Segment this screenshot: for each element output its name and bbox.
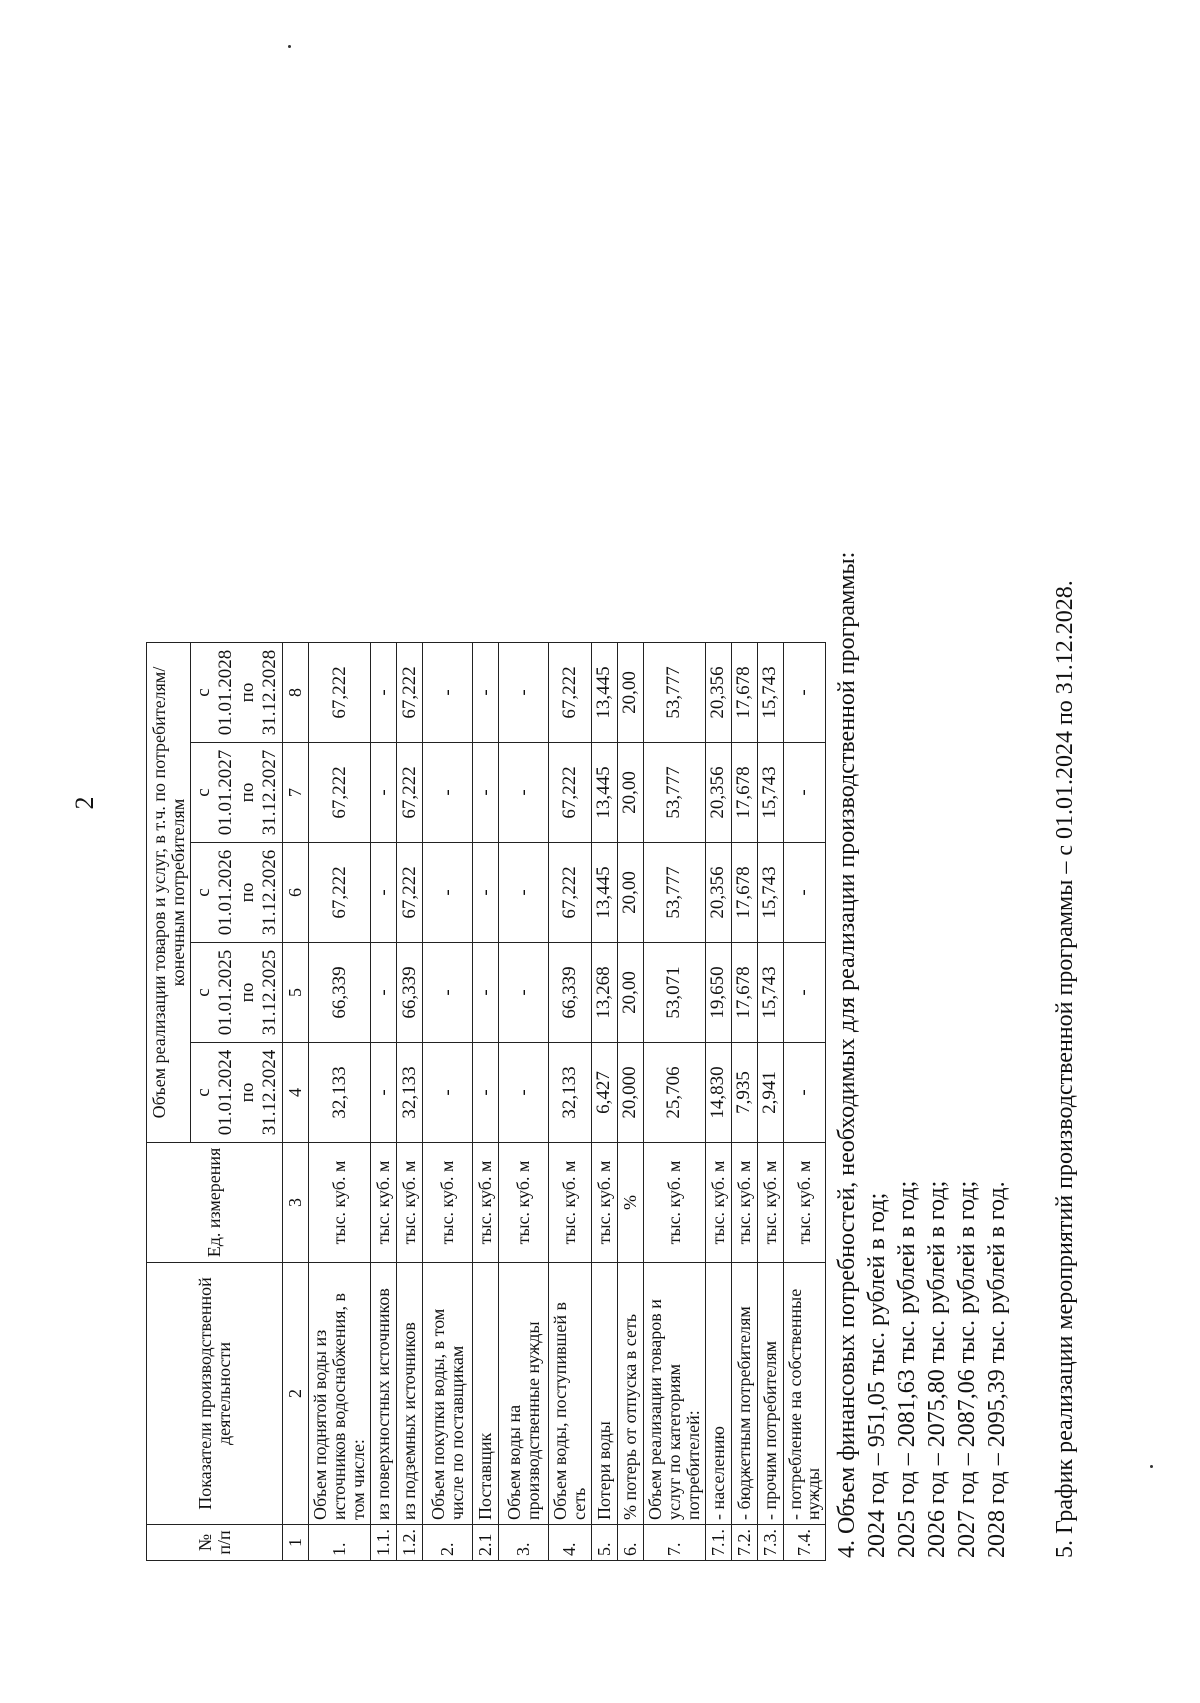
column-number: 1	[283, 1525, 309, 1561]
column-number: 4	[283, 1043, 309, 1143]
indicator-name: - бюджетным потребителям	[731, 1263, 757, 1525]
table-row	[397, 643, 423, 1561]
indicator-name: Объем воды, поступившей в сеть	[549, 1263, 592, 1525]
row-number: 7.4.	[783, 1525, 826, 1561]
indicator-name: Потери воды	[591, 1263, 617, 1525]
table-row	[499, 643, 549, 1561]
value-cell: 66,339	[397, 943, 423, 1043]
value-cell: -	[423, 743, 473, 843]
unit-cell: тыс. куб. м	[591, 1143, 617, 1263]
value-cell: 67,222	[397, 743, 423, 843]
header-volume-group: Объем реализации товаров и услуг, в т.ч. по потребителям/конечным потребителям	[147, 643, 191, 1143]
value-cell: -	[473, 943, 499, 1043]
header-indicator: Показатели производственной деятельности	[147, 1263, 283, 1525]
value-cell: 67,222	[549, 743, 592, 843]
value-cell: 32,133	[397, 1043, 423, 1143]
header-period-2028: с 01.01.2028 по 31.12.2028	[191, 643, 283, 743]
value-cell: 20,00	[617, 643, 643, 743]
value-cell: 32,133	[549, 1043, 592, 1143]
indicator-name: % потерь от отпуска в сеть	[617, 1263, 643, 1525]
value-cell: -	[371, 743, 397, 843]
value-cell: 53,071	[643, 943, 705, 1043]
value-cell: 67,222	[309, 743, 371, 843]
program-schedule: 5. График реализации мероприятий производственной программы – с 01.01.2024 по 31.12.2028.	[1052, 580, 1078, 1558]
row-number: 1.2.	[397, 1525, 423, 1561]
row-number: 2.1	[473, 1525, 499, 1561]
value-cell: 14,830	[705, 1043, 731, 1143]
value-cell: 20,356	[705, 743, 731, 843]
indicator-name: Объем поднятой воды из источников водоснабжения, в том числе:	[309, 1263, 371, 1525]
indicator-name: из подземных источников	[397, 1263, 423, 1525]
value-cell: 53,777	[643, 843, 705, 943]
unit-cell: %	[617, 1143, 643, 1263]
finance-line-2026: 2026 год – 2075,80 тыс. рублей в год;	[924, 1180, 950, 1558]
value-cell: 15,743	[757, 943, 783, 1043]
value-cell: 7,935	[731, 1043, 757, 1143]
value-cell: -	[473, 1043, 499, 1143]
unit-cell: тыс. куб. м	[309, 1143, 371, 1263]
row-number: 7.	[643, 1525, 705, 1561]
value-cell: -	[423, 1043, 473, 1143]
unit-cell: тыс. куб. м	[731, 1143, 757, 1263]
row-number: 6.	[617, 1525, 643, 1561]
row-number: 7.3.	[757, 1525, 783, 1561]
value-cell: 67,222	[309, 643, 371, 743]
unit-cell: тыс. куб. м	[473, 1143, 499, 1263]
value-cell: 15,743	[757, 643, 783, 743]
value-cell: 67,222	[549, 843, 592, 943]
table-row	[309, 643, 371, 1561]
unit-cell: тыс. куб. м	[757, 1143, 783, 1263]
value-cell: 6,427	[591, 1043, 617, 1143]
header-period-2024: с 01.01.2024 по 31.12.2024	[191, 1043, 283, 1143]
value-cell: -	[499, 643, 549, 743]
header-period-2027: с 01.01.2027 по 31.12.2027	[191, 743, 283, 843]
header-period-2026: с 01.01.2026 по 31.12.2026	[191, 843, 283, 943]
value-cell: 19,650	[705, 943, 731, 1043]
page-number: 2	[70, 796, 99, 810]
value-cell: -	[783, 943, 826, 1043]
table-row	[757, 643, 783, 1561]
value-cell: 17,678	[731, 843, 757, 943]
column-number: 7	[283, 743, 309, 843]
table-row	[423, 643, 473, 1561]
header-row-number: № п/п	[147, 1525, 283, 1561]
notes-block	[832, 78, 1080, 1558]
value-cell: 15,743	[757, 743, 783, 843]
table-row	[473, 643, 499, 1561]
column-number-row	[283, 643, 309, 1561]
row-number: 4.	[549, 1525, 592, 1561]
value-cell: -	[371, 843, 397, 943]
scan-speck	[288, 45, 291, 48]
value-cell: -	[371, 643, 397, 743]
value-cell: 66,339	[549, 943, 592, 1043]
value-cell: -	[371, 943, 397, 1043]
table-row	[549, 643, 592, 1561]
indicator-name: - прочим потребителям	[757, 1263, 783, 1525]
value-cell: -	[423, 943, 473, 1043]
indicator-name: из поверхностных источников	[371, 1263, 397, 1525]
table-row	[643, 643, 705, 1561]
value-cell: -	[473, 743, 499, 843]
unit-cell: тыс. куб. м	[705, 1143, 731, 1263]
value-cell: 20,356	[705, 843, 731, 943]
value-cell: -	[499, 1043, 549, 1143]
unit-cell: тыс. куб. м	[397, 1143, 423, 1263]
scan-speck	[1150, 1465, 1153, 1468]
value-cell: 25,706	[643, 1043, 705, 1143]
finance-line-2025: 2025 год – 2081,63 тыс. рублей в год;	[894, 1180, 920, 1558]
value-cell: 20,356	[705, 643, 731, 743]
value-cell: 53,777	[643, 643, 705, 743]
value-cell: 13,445	[591, 643, 617, 743]
indicator-name: - населению	[705, 1263, 731, 1525]
unit-cell: тыс. куб. м	[643, 1143, 705, 1263]
finance-line-2027: 2027 год – 2087,06 тыс. рублей в год;	[954, 1180, 980, 1558]
row-number: 7.1.	[705, 1525, 731, 1561]
table-row	[783, 643, 826, 1561]
value-cell: -	[783, 643, 826, 743]
value-cell: 15,743	[757, 843, 783, 943]
column-number: 2	[283, 1263, 309, 1525]
indicator-name: Объем воды на производственные нужды	[499, 1263, 549, 1525]
value-cell: 67,222	[397, 643, 423, 743]
indicator-name: Объем реализации товаров и услуг по категориям потребителей:	[643, 1263, 705, 1525]
value-cell: 17,678	[731, 643, 757, 743]
column-number: 5	[283, 943, 309, 1043]
row-number: 5.	[591, 1525, 617, 1561]
row-number: 7.2.	[731, 1525, 757, 1561]
value-cell: 20,00	[617, 743, 643, 843]
value-cell: 53,777	[643, 743, 705, 843]
finance-line-2024: 2024 год – 951,05 тыс. рублей в год;	[864, 1192, 890, 1558]
value-cell: 13,445	[591, 743, 617, 843]
unit-cell: тыс. куб. м	[499, 1143, 549, 1263]
column-number: 3	[283, 1143, 309, 1263]
value-cell: 17,678	[731, 743, 757, 843]
row-number: 2.	[423, 1525, 473, 1561]
value-cell: 67,222	[309, 843, 371, 943]
value-cell: -	[473, 843, 499, 943]
unit-cell: тыс. куб. м	[549, 1143, 592, 1263]
unit-cell: тыс. куб. м	[783, 1143, 826, 1263]
value-cell: -	[499, 843, 549, 943]
finance-line-2028: 2028 год – 2095,39 тыс. рублей в год.	[984, 1181, 1010, 1558]
column-number: 6	[283, 843, 309, 943]
value-cell: 17,678	[731, 943, 757, 1043]
indicator-name: - потребление на собственные нужды	[783, 1263, 826, 1525]
finance-needs-title: 4. Объем финансовых потребностей, необходимых для реализации производственной программы:	[834, 551, 860, 1558]
value-cell: -	[783, 1043, 826, 1143]
value-cell: -	[499, 743, 549, 843]
value-cell: 2,941	[757, 1043, 783, 1143]
header-unit: Ед. измерения	[147, 1143, 283, 1263]
value-cell: 20,00	[617, 943, 643, 1043]
unit-cell: тыс. куб. м	[371, 1143, 397, 1263]
table-row	[617, 643, 643, 1561]
row-number: 1.1.	[371, 1525, 397, 1561]
value-cell: 66,339	[309, 943, 371, 1043]
value-cell: -	[371, 1043, 397, 1143]
value-cell: -	[783, 743, 826, 843]
table-row	[591, 643, 617, 1561]
value-cell: -	[423, 643, 473, 743]
value-cell: 20,00	[617, 843, 643, 943]
table-row	[371, 643, 397, 1561]
column-number: 8	[283, 643, 309, 743]
row-number: 3.	[499, 1525, 549, 1561]
value-cell: 13,445	[591, 843, 617, 943]
value-cell: 67,222	[549, 643, 592, 743]
value-cell: -	[473, 643, 499, 743]
indicator-name: Поставщик	[473, 1263, 499, 1525]
table-row	[705, 643, 731, 1561]
value-cell: -	[423, 843, 473, 943]
value-cell: 13,268	[591, 943, 617, 1043]
table-row	[731, 643, 757, 1561]
row-number: 1.	[309, 1525, 371, 1561]
value-cell: -	[783, 843, 826, 943]
value-cell: -	[499, 943, 549, 1043]
indicator-name: Объем покупки воды, в том числе по поставщикам	[423, 1263, 473, 1525]
value-cell: 32,133	[309, 1043, 371, 1143]
value-cell: 67,222	[397, 843, 423, 943]
unit-cell: тыс. куб. м	[423, 1143, 473, 1263]
value-cell: 20,000	[617, 1043, 643, 1143]
production-indicators-table	[146, 642, 826, 1561]
header-period-2025: с 01.01.2025 по 31.12.2025	[191, 943, 283, 1043]
